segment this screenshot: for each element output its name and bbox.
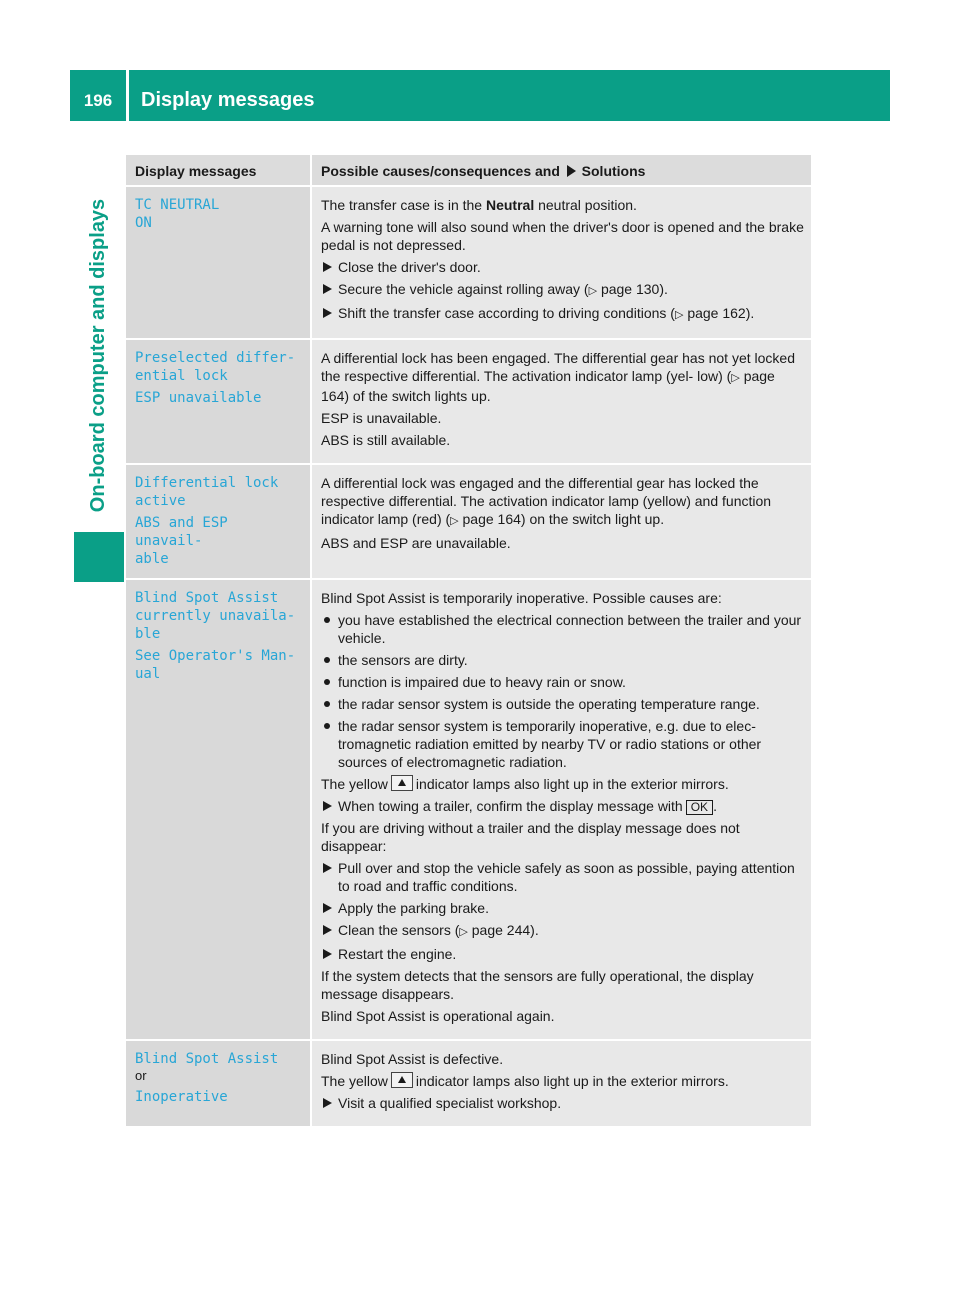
cause-text: ABS and ESP are unavailable.: [321, 535, 511, 551]
table-row: [126, 580, 811, 1041]
cause-text-part: neutral position.: [538, 197, 637, 213]
solution-text: Shift the transfer case according to driving conditions (: [338, 305, 675, 321]
display-message-cell: [126, 1041, 312, 1126]
causes-solutions-cell: [312, 187, 811, 338]
blind-spot-warning-lamp-icon: [391, 1072, 413, 1088]
cause-text: [321, 349, 804, 405]
column-header-causes: [312, 155, 811, 185]
cause-bullet: the sensors are dirty.: [321, 651, 804, 669]
page-reference: page 244).: [471, 922, 539, 938]
page-ref-icon: ▷: [588, 285, 598, 297]
chapter-marker-block: [74, 532, 124, 582]
table-row: [126, 187, 811, 340]
display-message-line: See Operator's Man‐: [135, 648, 296, 664]
cause-text: If you are driving without a trailer and the display message does not disappear:: [321, 820, 740, 854]
cause-text: [321, 196, 804, 214]
cause-text-part: A differential lock has been engaged. The differential gear has not yet locked the respective differential. The activation indicator lamp (yel‐ low) (: [321, 350, 795, 384]
display-message-line: Preselected differ‐: [135, 350, 296, 366]
cause-text-part: The yellow: [321, 776, 388, 792]
page-title: Display messages: [141, 89, 315, 111]
table-row: [126, 340, 811, 465]
chapter-side-label: [74, 168, 124, 542]
display-message-line: ble: [135, 626, 161, 642]
cause-bullet: you have established the electrical connection between the trailer and your vehicle.: [321, 611, 804, 647]
table-row: [126, 465, 811, 580]
display-message-line: Differential lock: [135, 475, 279, 491]
column-header-causes-text: Possible causes/consequences and: [321, 163, 560, 179]
display-message-cell: [126, 187, 312, 338]
solution-text: When towing a trailer, confirm the display message with: [338, 798, 683, 814]
display-messages-table: [126, 155, 811, 1128]
solution-step: Close the driver's door.: [321, 258, 804, 276]
display-message-line: TC NEUTRAL: [135, 197, 220, 213]
display-message-line: ential lock: [135, 368, 228, 384]
cause-text-bold: Neutral: [485, 197, 535, 213]
display-message-cell: [126, 580, 312, 1039]
cause-text: [321, 1072, 804, 1090]
display-message-line: ual: [135, 666, 161, 682]
cause-text: A warning tone will also sound when the driver's door is opened and the brake pedal is not depressed.: [321, 219, 804, 253]
chapter-side-label-text: On-board computer and displays: [87, 198, 110, 512]
cause-text-part: A differential lock was engaged and the differential gear has locked the respective differential. The activation indicator lamp (yellow) and function indicator lamp (red) (: [321, 475, 772, 527]
display-message-line: currently unavaila‐: [135, 608, 296, 624]
page-reference: page 164) of the switch lights up.: [321, 368, 775, 404]
cause-text-part: indicator lamps also light up in the exterior mirrors.: [415, 776, 729, 792]
cause-text: Blind Spot Assist is operational again.: [321, 1008, 555, 1024]
cause-bullet: function is impaired due to heavy rain or snow.: [321, 673, 804, 691]
display-message-line: Blind Spot Assist: [135, 1051, 279, 1067]
table-row: [126, 1041, 811, 1128]
cause-bullet: the radar sensor system is temporarily inoperative, e.g. due to elec‐ tromagnetic radiation emitted by nearby TV or radio stations or other sources of electromagnetic radiation.: [321, 717, 804, 771]
cause-text: Blind Spot Assist is temporarily inoperative. Possible causes are:: [321, 590, 722, 606]
solution-arrow-icon: [567, 165, 576, 177]
page-ref-icon: ▷: [450, 515, 459, 527]
display-message-line: Inoperative: [135, 1089, 228, 1105]
alternative-separator: or: [135, 1068, 147, 1083]
header-divider: [126, 70, 129, 121]
page-ref-icon: ▷: [674, 309, 684, 321]
solution-step: Pull over and stop the vehicle safely as soon as possible, paying attention to road and traffic conditions.: [321, 859, 804, 895]
solution-step: Visit a qualified specialist workshop.: [321, 1094, 804, 1112]
display-message-cell: [126, 465, 312, 578]
cause-text: [321, 775, 804, 793]
display-message-line: active: [135, 493, 186, 509]
cause-text-part: The transfer case is in the: [321, 197, 483, 213]
display-message-cell: [126, 340, 312, 463]
solution-step: Apply the parking brake.: [321, 899, 804, 917]
causes-solutions-cell: [312, 1041, 811, 1126]
solution-text: Clean the sensors (: [338, 922, 460, 938]
display-message-line: Blind Spot Assist: [135, 590, 279, 606]
page-reference: page 162).: [687, 305, 755, 321]
solution-text: Secure the vehicle against rolling away (: [338, 281, 589, 297]
solution-text: .: [713, 798, 717, 814]
page-number: 196: [83, 91, 113, 110]
column-header-messages: Display messages: [126, 155, 312, 185]
cause-text: Blind Spot Assist is defective.: [321, 1051, 504, 1067]
page-ref-icon: ▷: [731, 372, 740, 384]
column-header-solutions-text: Solutions: [581, 163, 646, 179]
solution-step: [321, 304, 804, 324]
causes-solutions-cell: [312, 340, 811, 463]
page-reference: page 130).: [600, 281, 668, 297]
solution-step: [321, 921, 804, 941]
cause-text: ESP is unavailable.: [321, 410, 442, 426]
solution-step: Restart the engine.: [321, 945, 804, 963]
display-message-line: ABS and ESP unavail‐: [135, 515, 228, 549]
display-message-line: ON: [135, 215, 152, 231]
page-ref-icon: ▷: [459, 926, 468, 938]
causes-solutions-cell: [312, 580, 811, 1039]
display-message-line: ESP unavailable: [135, 390, 262, 406]
display-message-line: able: [135, 551, 169, 567]
ok-button-icon: OK: [686, 800, 713, 815]
cause-text: ABS is still available.: [321, 432, 451, 448]
solution-step: [321, 797, 804, 815]
cause-bullet: the radar sensor system is outside the operating temperature range.: [321, 695, 804, 713]
cause-text-part: The yellow: [321, 1073, 388, 1089]
causes-solutions-cell: [312, 465, 811, 578]
cause-text-part: indicator lamps also light up in the exterior mirrors.: [415, 1073, 729, 1089]
table-header-row: [126, 155, 811, 187]
blind-spot-warning-lamp-icon: [391, 775, 413, 791]
cause-text: [321, 474, 804, 530]
page-reference: page 164) on the switch light up.: [462, 511, 665, 527]
cause-text: If the system detects that the sensors are fully operational, the display message disappears.: [321, 968, 754, 1002]
solution-step: [321, 280, 804, 300]
